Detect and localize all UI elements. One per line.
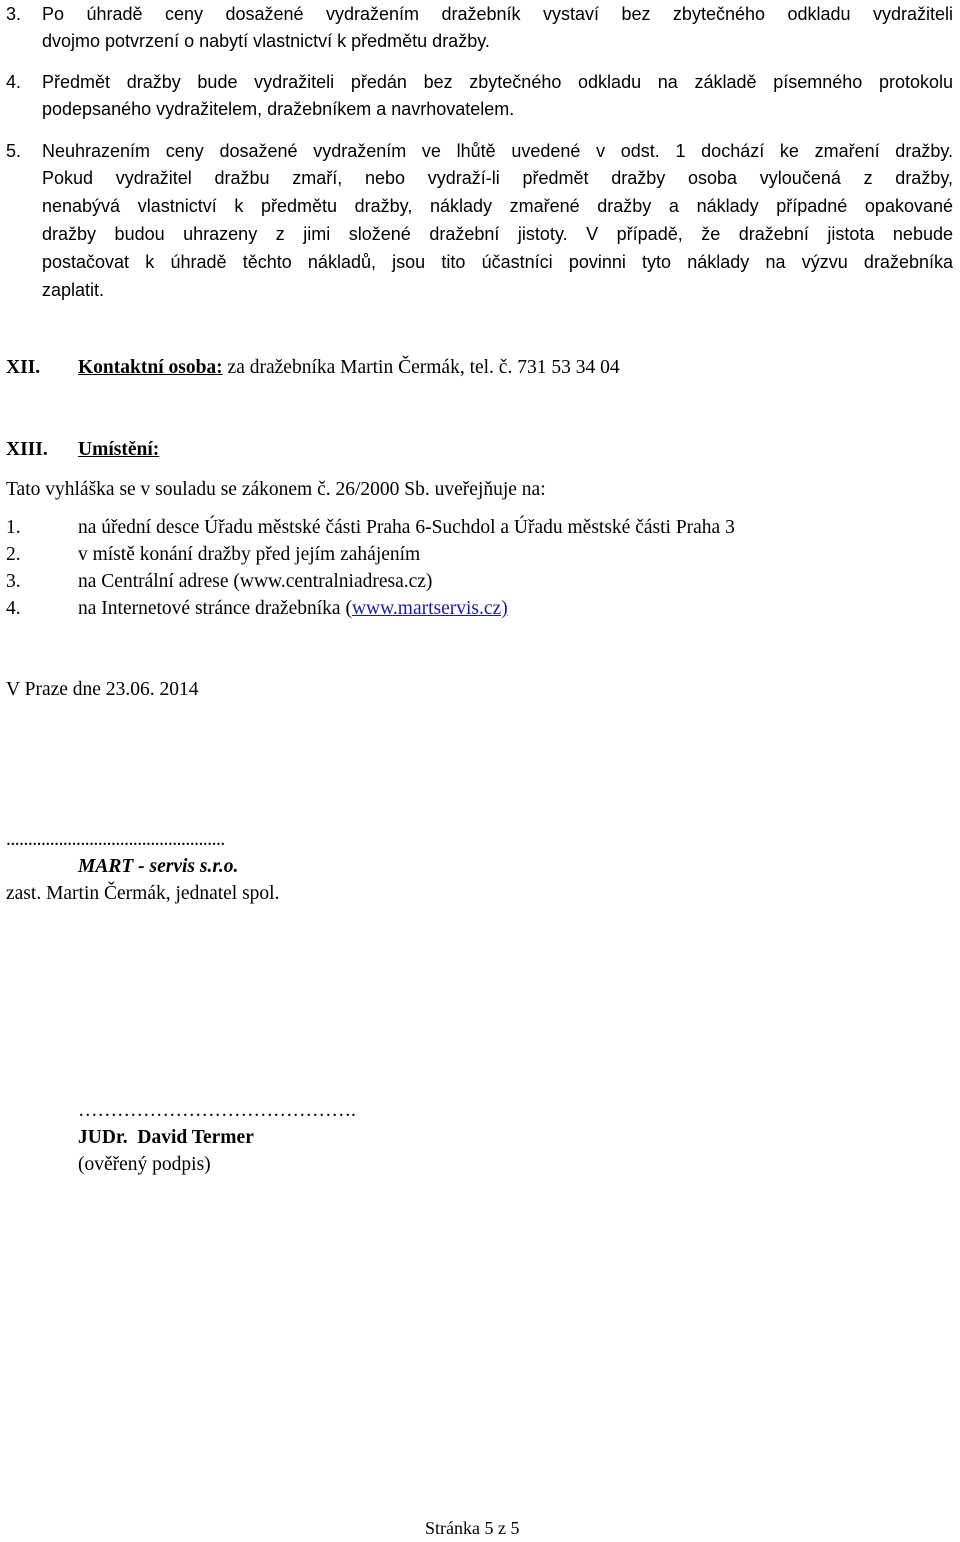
paragraph-line: dražby budou uhrazeny z jimi složené dražební jistoty. V případě, že dražební jistota nebude <box>42 224 953 244</box>
item-line: Po úhradě ceny dosažené vydražením dražebník vystaví bez zbytečného odkladu vydražiteli <box>42 4 953 24</box>
item-number: 5. <box>6 141 22 161</box>
list-number: 4. <box>6 598 21 619</box>
paragraph-line: nenabývá vlastnictví k předmětu dražby, náklady zmařené dražby a náklady případné opakované <box>42 196 953 216</box>
list-number: 2. <box>6 544 21 565</box>
item-line: Předmět dražby bude vydražiteli předán bez zbytečného odkladu na základě písemného protokolu <box>42 72 953 92</box>
item-number: 4. <box>6 72 22 92</box>
place-date: V Praze dne 23.06. 2014 <box>6 679 199 700</box>
list-item: na úřední desce Úřadu městské části Praha 6-Suchdol a Úřadu městské části Praha 3 <box>78 517 735 538</box>
paragraph-line: postačovat k úhradě těchto nákladů, jsou tito účastníci povinni tyto náklady na výzvu dražebníka <box>42 252 953 272</box>
signature-line: ……………………………………. <box>78 1100 356 1121</box>
list-item-text: na Internetové stránce dražebníka ( <box>78 598 352 619</box>
section-intro: Tato vyhláška se v souladu se zákonem č. 26/2000 Sb. uveřejňuje na: <box>6 479 546 500</box>
item-line: dvojmo potvrzení o nabytí vlastnictví k předmětu dražby. <box>42 31 490 51</box>
section-content <box>78 354 620 381</box>
website-link[interactable]: www.martservis.cz) <box>351 598 508 619</box>
list-number: 3. <box>6 571 21 592</box>
verifier-fullname: David Termer <box>137 1127 254 1148</box>
paragraph-line: Pokud vydražitel dražbu zmaří, nebo vydraží-li předmět dražby osoba vyloučená z dražby, <box>42 168 953 188</box>
section-title: Kontaktní osoba: <box>78 357 223 378</box>
paragraph-line: zaplatit. <box>42 280 105 300</box>
section-number: XIII. <box>6 439 48 460</box>
verified-signature-note: (ověřený podpis) <box>78 1154 211 1175</box>
item-line: podepsaného vydražitelem, dražebníkem a navrhovatelem. <box>42 99 515 119</box>
item-line: Neuhrazením ceny dosažené vydražením ve lhůtě uvedené v odst. 1 dochází ke zmaření dražby. <box>42 141 953 161</box>
contact-text: za dražebníka Martin Čermák, tel. č. 731 53 34 04 <box>227 357 620 378</box>
page-footer: Stránka 5 z 5 <box>425 1518 520 1538</box>
company-name: MART - servis s.r.o. <box>78 856 239 877</box>
verifier-title: JUDr. <box>78 1127 128 1148</box>
item-number: 3. <box>6 4 22 24</box>
list-number: 1. <box>6 517 21 538</box>
company-representative: zast. Martin Čermák, jednatel spol. <box>6 883 280 904</box>
verifier-name <box>78 1124 254 1151</box>
list-item: na Centrální adrese (www.centralniadresa.cz) <box>78 571 433 592</box>
list-item: v místě konání dražby před jejím zahájením <box>78 544 421 565</box>
list-item <box>78 595 508 622</box>
section-title: Umístění: <box>78 439 160 460</box>
signature-line: .................................................. <box>6 829 225 850</box>
section-number: XII. <box>6 357 41 378</box>
